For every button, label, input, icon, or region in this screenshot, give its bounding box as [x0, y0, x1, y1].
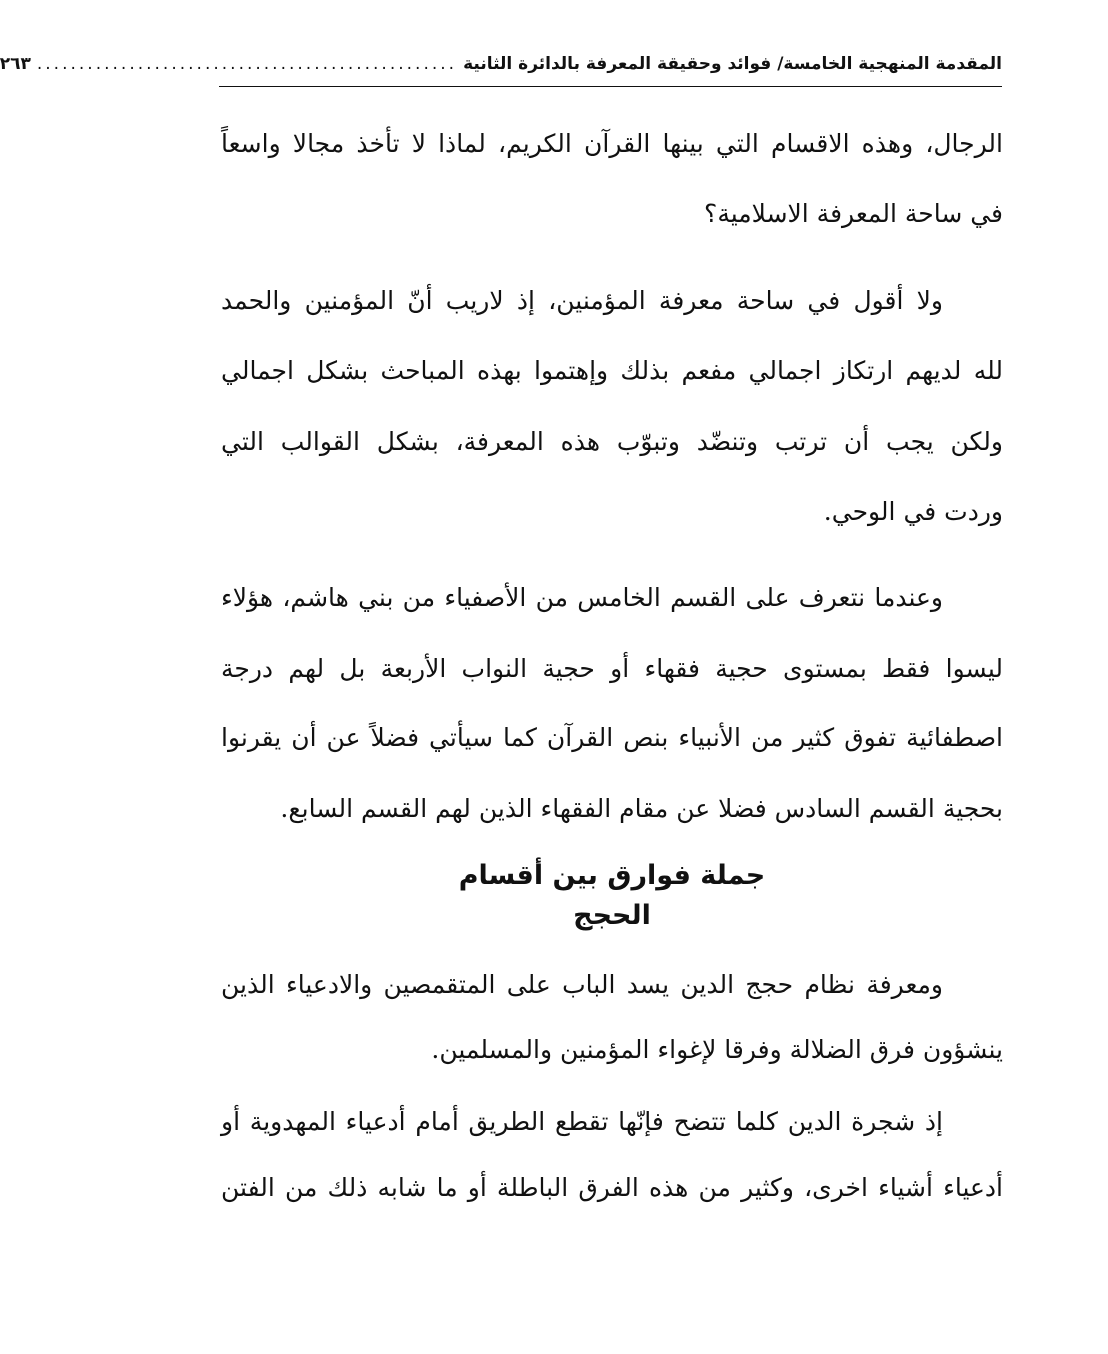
- header-title: المقدمة المنهجية الخامسة/ فوائد وحقيقة المعرفة بالدائرة الثانية: [463, 54, 1002, 74]
- section-heading-line-2: الحجج: [573, 900, 651, 931]
- body-line: ولا أقول في ساحة معرفة المؤمنين، إذ لاريب أنّ المؤمنين والحمد: [221, 286, 943, 315]
- body-line: وعندما نتعرف على القسم الخامس من الأصفياء من بني هاشم، هؤلاء: [221, 583, 943, 612]
- body-line: الرجال، وهذه الاقسام التي بينها القرآن الكريم، لماذا لا تأخذ مجالا واسعاً: [221, 129, 1003, 158]
- body-line: أدعياء أشياء اخرى، وكثير من هذه الفرق الباطلة أو ما شابه ذلك من الفتن: [221, 1173, 1003, 1202]
- body-line: في ساحة المعرفة الاسلامية؟: [704, 199, 1003, 228]
- header-leader-dots: ..................................................: [36, 54, 458, 74]
- body-line: ينشؤون فرق الضلالة وفرقا لإغواء المؤمنين والمسلمين.: [431, 1035, 1003, 1064]
- body-line: ولكن يجب أن ترتب وتنضّد وتبوّب هذه المعرفة، بشكل القوالب التي: [221, 427, 1003, 456]
- body-line: لله لديهم ارتكاز اجمالي مفعم بذلك وإهتموا بهذه المباحث بشكل اجمالي: [221, 356, 1003, 385]
- body-line: ومعرفة نظام حجج الدين يسد الباب على المتقمصين والادعياء الذين: [221, 970, 943, 999]
- body-line: إذ شجرة الدين كلما تتضح فإنّها تقطع الطريق أمام أدعياء المهدوية أو: [221, 1107, 943, 1136]
- header-rule: [219, 86, 1002, 87]
- running-header: [0, 44, 1002, 84]
- page-number: ٢٦٣: [0, 54, 31, 74]
- body-line: وردت في الوحي.: [823, 497, 1003, 526]
- section-heading-line-1: جملة فوارق بين أقسام: [458, 860, 766, 891]
- body-line: اصطفائية تفوق كثير من الأنبياء بنص القرآن كما سيأتي فضلاً عن أن يقرنوا: [221, 723, 1003, 752]
- body-line: بحجية القسم السادس فضلا عن مقام الفقهاء الذين لهم القسم السابع.: [280, 794, 1003, 823]
- body-line: ليسوا فقط بمستوى حجية فقهاء أو حجية النواب الأربعة بل لهم درجة: [221, 654, 1003, 683]
